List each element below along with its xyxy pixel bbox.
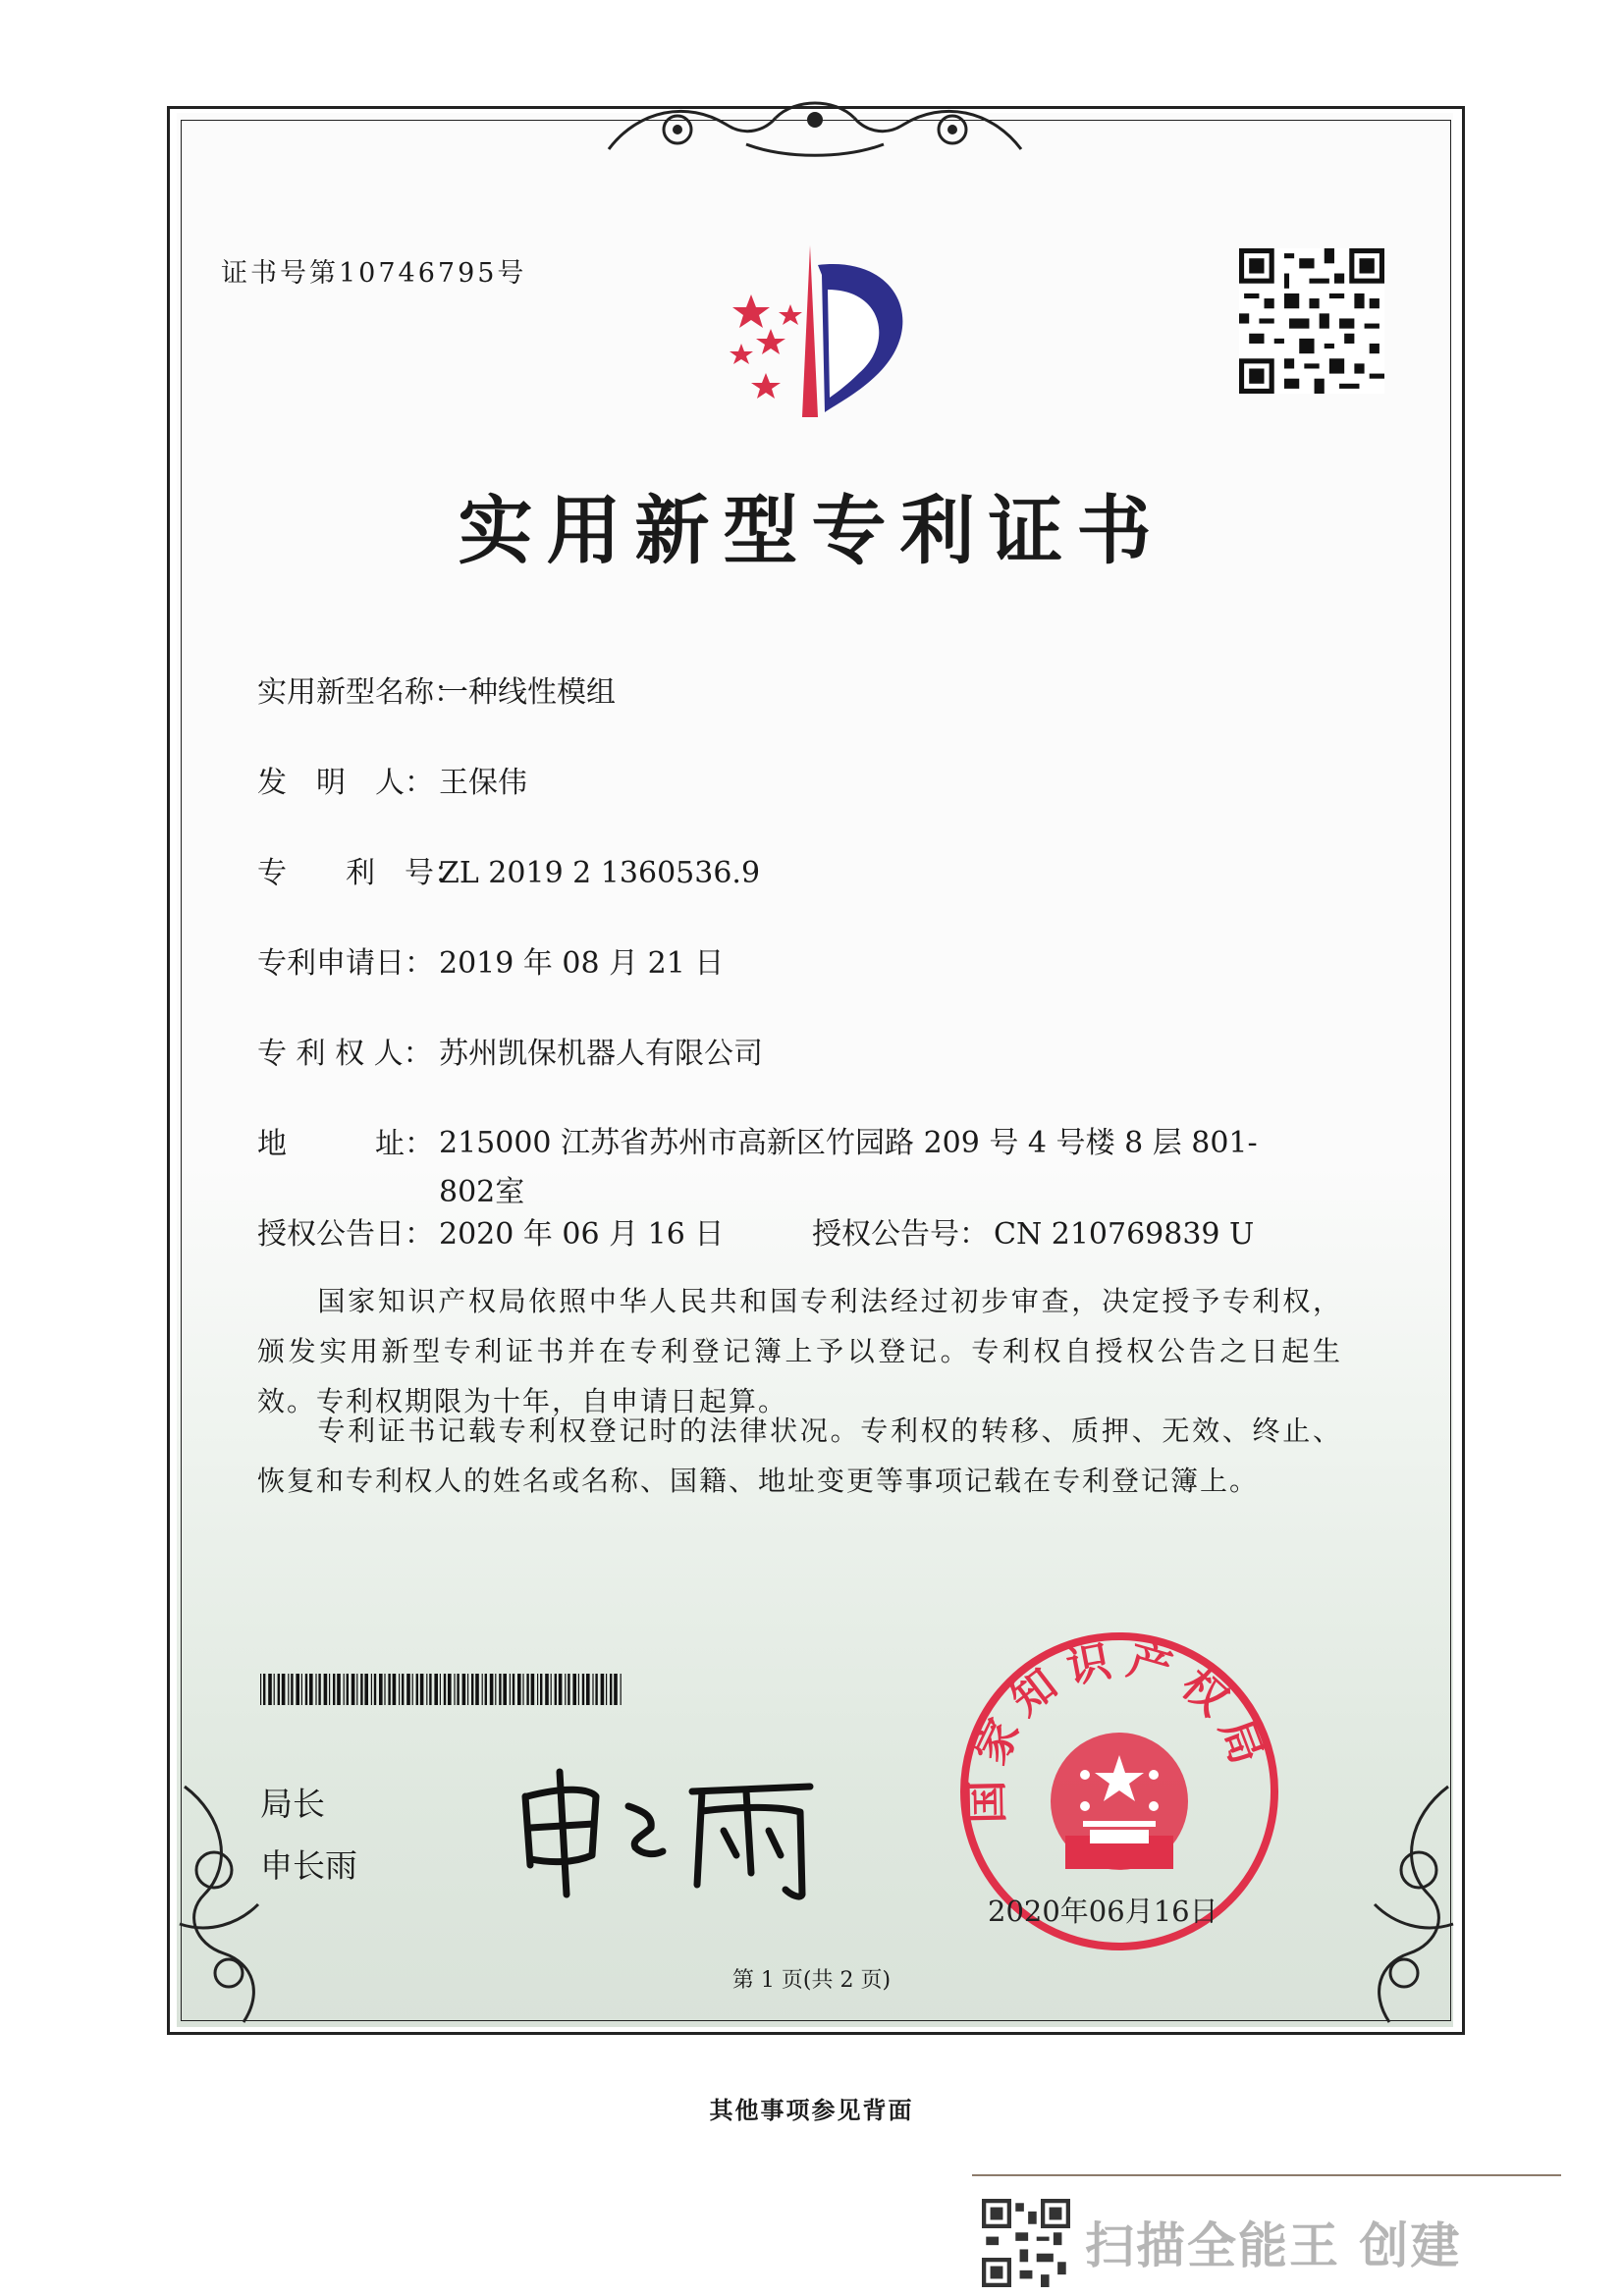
top-ornament — [599, 90, 1031, 169]
divider-line — [972, 2174, 1561, 2176]
barcode-bar — [510, 1674, 511, 1705]
barcode-bar — [551, 1674, 552, 1705]
field-label: 授权公告号： — [812, 1217, 989, 1252]
back-note: 其他事项参见背面 — [709, 2096, 914, 2124]
barcode-bar — [572, 1674, 576, 1705]
field-label: 授权公告日： — [257, 1217, 434, 1252]
field-application-date — [257, 938, 724, 982]
barcode-bar — [301, 1674, 302, 1705]
barcode-bar — [371, 1674, 372, 1705]
barcode-bar — [291, 1674, 293, 1705]
barcode-bar — [592, 1674, 593, 1705]
barcode-bar — [288, 1674, 289, 1705]
field-value: 王保伟 — [439, 766, 527, 800]
barcode-bar — [601, 1674, 605, 1705]
barcode-bar — [278, 1674, 280, 1705]
barcode-bar — [606, 1674, 607, 1705]
field-label: 专 利 权 人： — [257, 1037, 433, 1071]
barcode-bar — [352, 1674, 355, 1705]
barcode-bar — [582, 1674, 584, 1705]
barcode-bar — [399, 1674, 400, 1705]
barcode-bar — [344, 1674, 345, 1705]
barcode-bar — [268, 1674, 272, 1705]
barcode-bar — [614, 1674, 618, 1705]
barcode-bar — [462, 1674, 466, 1705]
barcode-bar — [495, 1674, 496, 1705]
barcode — [260, 1674, 622, 1705]
barcode-bar — [274, 1674, 275, 1705]
barcode-bar — [482, 1674, 483, 1705]
barcode-bar — [457, 1674, 459, 1705]
field-value: 2019 年 08 月 21 日 — [439, 946, 725, 981]
barcode-bar — [329, 1674, 330, 1705]
barcode-bar — [471, 1674, 473, 1705]
barcode-bar — [347, 1674, 349, 1705]
barcode-bar — [260, 1674, 261, 1705]
barcode-bar — [356, 1674, 357, 1705]
qr-code[interactable] — [1239, 248, 1384, 394]
barcode-bar — [296, 1674, 299, 1705]
barcode-bar — [475, 1674, 479, 1705]
barcode-bar — [429, 1674, 431, 1705]
director-name: 申长雨 — [260, 1846, 357, 1885]
field-label: 专利申请日： — [257, 946, 434, 981]
barcode-bar — [578, 1674, 579, 1705]
field-value: CN 210769839 U — [994, 1217, 1255, 1252]
barcode-bar — [337, 1674, 341, 1705]
barcode-bar — [559, 1674, 563, 1705]
field-value: ZL 2019 2 1360536.9 — [439, 856, 761, 890]
barcode-bar — [309, 1674, 313, 1705]
field-value: 苏州凯保机器人有限公司 — [439, 1037, 763, 1071]
barcode-bar — [315, 1674, 316, 1705]
barcode-bar — [412, 1674, 413, 1705]
barcode-bar — [318, 1674, 320, 1705]
barcode-bar — [467, 1674, 468, 1705]
barcode-bar — [282, 1674, 286, 1705]
field-value: 2020 年 06 月 16 日 — [439, 1217, 725, 1252]
barcode-bar — [565, 1674, 566, 1705]
barcode-bar — [263, 1674, 265, 1705]
barcode-bar — [490, 1674, 494, 1705]
barcode-bar — [416, 1674, 418, 1705]
barcode-bar — [426, 1674, 427, 1705]
barcode-bar — [513, 1674, 514, 1705]
barcode-bar — [333, 1674, 335, 1705]
barcode-bar — [499, 1674, 501, 1705]
barcode-bar — [402, 1674, 404, 1705]
svg-text:国家知识产权局: 国家知识产权局 — [961, 1633, 1276, 1825]
barcode-bar — [305, 1674, 307, 1705]
barcode-bar — [485, 1674, 487, 1705]
barcode-bar — [434, 1674, 438, 1705]
bottom-right-ornament — [1340, 1777, 1468, 2042]
barcode-bar — [406, 1674, 410, 1705]
barcode-bar — [324, 1674, 328, 1705]
field-grant-date — [257, 1209, 724, 1253]
field-value: 215000 江苏省苏州市高新区竹园路 209 号 4 号楼 8 层 801-802室 — [439, 1126, 1258, 1209]
director-title: 局长 — [260, 1785, 325, 1823]
barcode-bar — [388, 1674, 390, 1705]
barcode-bar — [440, 1674, 441, 1705]
field-patentee — [257, 1029, 763, 1072]
field-patent-number — [257, 848, 760, 891]
field-label: 实用新型名称： — [257, 675, 463, 710]
barcode-bar — [360, 1674, 362, 1705]
barcode-bar — [610, 1674, 612, 1705]
field-address — [257, 1119, 1283, 1217]
field-utility-model-name — [257, 667, 616, 711]
barcode-bar — [379, 1674, 383, 1705]
barcode-bar — [537, 1674, 538, 1705]
barcode-bar — [517, 1674, 521, 1705]
barcode-bar — [393, 1674, 397, 1705]
barcode-bar — [595, 1674, 597, 1705]
field-label: 发 明 人： — [257, 766, 434, 800]
barcode-bar — [621, 1674, 622, 1705]
barcode-bar — [503, 1674, 507, 1705]
barcode-bar — [384, 1674, 385, 1705]
scanner-qr-code[interactable] — [982, 2199, 1070, 2287]
barcode-bar — [540, 1674, 542, 1705]
barcode-bar — [448, 1674, 452, 1705]
barcode-bar — [531, 1674, 535, 1705]
certificate-title: 实用新型专利证书 — [458, 487, 1165, 574]
barcode-bar — [522, 1674, 523, 1705]
barcode-bar — [555, 1674, 557, 1705]
barcode-bar — [454, 1674, 455, 1705]
field-value: 一种线性模组 — [439, 675, 616, 710]
barcode-bar — [364, 1674, 368, 1705]
barcode-bar — [526, 1674, 528, 1705]
patent-office-logo — [702, 236, 938, 422]
barcode-bar — [545, 1674, 549, 1705]
field-inventor — [257, 758, 527, 801]
barcode-bar — [374, 1674, 376, 1705]
barcode-bar — [420, 1674, 424, 1705]
paragraph-legal-status: 专利证书记载专利权登记时的法律状况。专利权的转移、质押、无效、终止、恢复和专利权人的姓名或名称、国籍、地址变更等事项记载在专利登记簿上。 — [257, 1415, 1342, 1497]
barcode-bar — [444, 1674, 446, 1705]
paragraph-grant-statement: 国家知识产权局依照中华人民共和国专利法经过初步审查，决定授予专利权，颁发实用新型专利证书并在专利登记簿上予以登记。专利权自授权公告之日起生效。专利权期限为十年，自申请日起算。 — [257, 1285, 1342, 1417]
director-signature — [506, 1757, 830, 1904]
barcode-bar — [586, 1674, 590, 1705]
field-label: 地 址： — [257, 1127, 434, 1161]
page-indicator: 第 1 页(共 2 页) — [731, 1968, 892, 1993]
seal-date: 2020年06月16日 — [988, 1895, 1218, 1928]
certificate-number: 证书号第10746795号 — [221, 258, 527, 289]
field-label: 专 利 号： — [257, 856, 463, 890]
scanner-watermark: 扫描全能王 创建 — [1085, 2217, 1462, 2274]
field-grant-number — [812, 1209, 1254, 1253]
barcode-bar — [568, 1674, 569, 1705]
